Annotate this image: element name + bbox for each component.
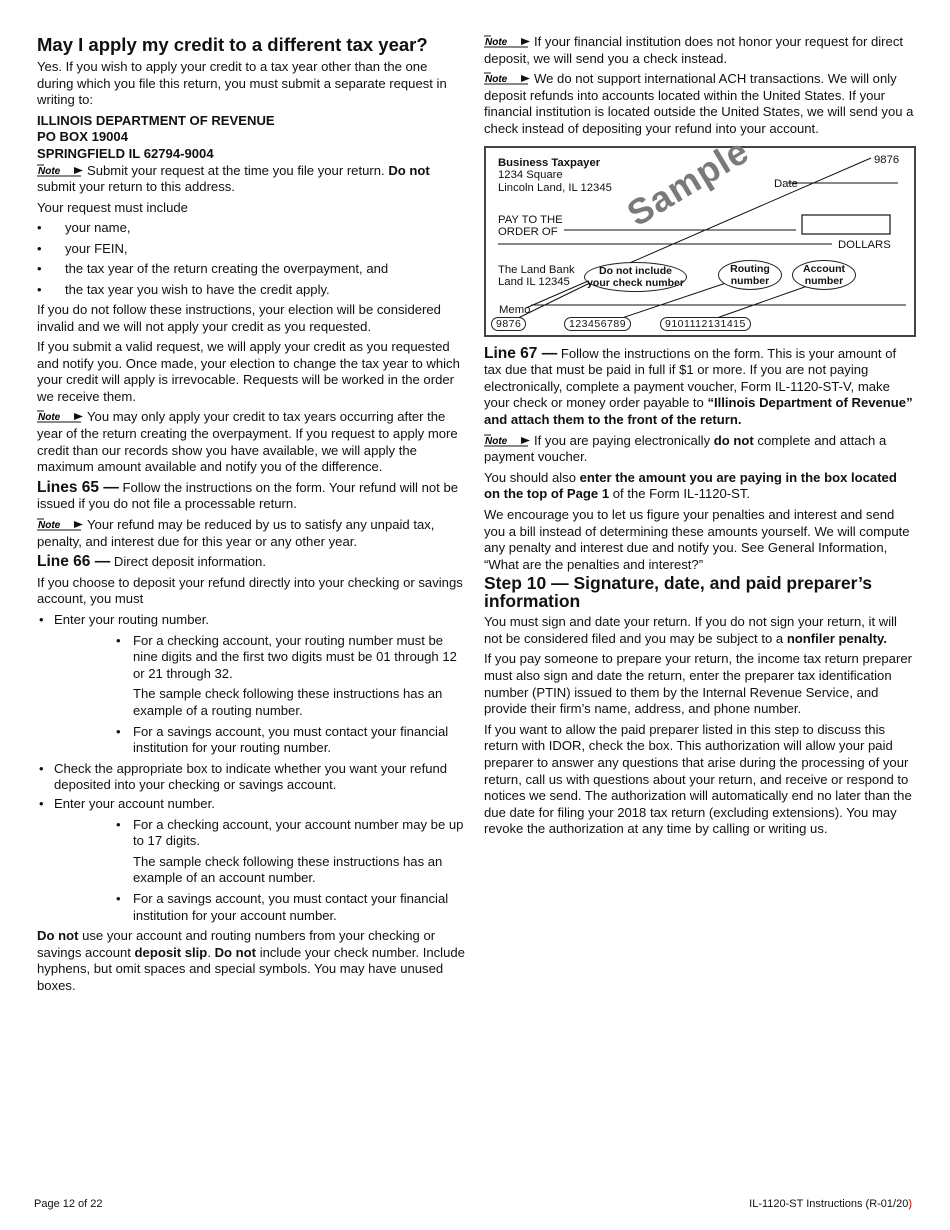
check-number: 9876 <box>874 153 900 166</box>
address-line: ILLINOIS DEPARTMENT OF REVENUE <box>37 112 275 128</box>
line-67: Line 67 — Follow the instructions on the form. This is your amount of tax due that must be paid in full if $1 or more. If you are not paying electronically, complete a payment voucher, Form IL-1120-ST-V, make your check or money order payable to “Illinois Department of Revenue” and attach them to the front of the return. <box>484 344 913 427</box>
callout-routing-number: Routing number <box>718 260 782 290</box>
preparer-para: If you pay someone to prepare your return, the income tax return preparer must also sign and date the return, enter the preparer tax identification number (PTIN) issued to them by the Internal Revenue Service, and provide their firm’s name, address, and phone number. <box>484 651 912 717</box>
sub-list <box>54 633 467 757</box>
list-item: • For a checking account, your account number may be up to 17 digits. The sample check following these instructions has an example of an account number. <box>116 817 467 887</box>
encourage-para: We encourage you to let us figure your penalties and interest and send you a bill instead of determining these amounts yourself. We will compute any penalty and interest due and notify you. See General Information, “What are the penalties and interest?” <box>484 506 910 572</box>
note-not-honor: Note If your financial institution does not honor your request for direct deposit, we will send you a check instead. <box>484 34 904 66</box>
svg-text:Note: Note <box>485 37 508 48</box>
svg-text:Note: Note <box>38 520 61 532</box>
note-icon <box>484 35 531 48</box>
footer-page-number: Page 12 of 22 <box>34 1198 103 1210</box>
line-66-intro: If you choose to deposit your refund directly into your checking or savings account, you must <box>37 574 463 607</box>
check-pay-to: PAY TO THE ORDER OF <box>498 213 563 239</box>
svg-text:Note: Note <box>485 74 508 86</box>
mailing-address <box>37 113 467 163</box>
micr-routing-number: 123456789 <box>564 317 631 331</box>
note-icon <box>484 72 531 85</box>
note-international-ach: Note We do not support international ACH transactions. We will only deposit refunds into accounts located within the United States. If your financial institution is located outside the United States, we will send you a check instead of depositing your refund into your account. <box>484 71 914 136</box>
note-tax-years: Note You may only apply your credit to tax years occurring after the year of the return creating the overpayment. If you request to apply more credit than our records show you have available, we will apply the maximum amount available and notify you of the difference. <box>37 409 458 475</box>
check-date-label: Date <box>774 177 798 190</box>
callout-account-number: Account number <box>792 260 856 290</box>
should-also: You should also enter the amount you are paying in the box located on the top of Page 1 of the Form IL-1120-ST. <box>484 469 897 502</box>
check-dollars: DOLLARS <box>838 238 891 251</box>
sign-para: You must sign and date your return. If you do not sign your return, it will not be considered filed and you may be subject to a nonfiler penalty. <box>484 614 897 646</box>
discuss-para: If you want to allow the paid preparer listed in this step to discuss this return with IDOR, check the box. This authorization will allow your paid preparer to answer any questions that arise during the processing of your return, call us with questions about your return, and receive or respond to notices we send. The authorization will automatically end no later than the due date for filing your 2018 tax return (excluding extensions). You may revoke the authorization at any time by calling or writing us. <box>484 721 912 837</box>
list-item: • Check the appropriate box to indicate whether you want your refund deposited into your checking or savings account. <box>37 761 467 794</box>
credit-intro: Yes. If you wish to apply your credit to a tax year other than the one during which you file this return, you must submit a separate request in writing to: <box>37 59 447 108</box>
list-item: • the tax year you wish to have the credit apply. <box>37 282 467 299</box>
note-icon <box>484 434 531 447</box>
list-item: • Enter your account number. • For a checking account, your account number may be up to 17 digits. The sample check following these instructions has an example of an account number. • For a savings account, you must contact your financial institution for your account number. <box>37 796 467 924</box>
list-item: • Enter your routing number. • For a checking account, your routing number must be nine digits and the first two digits must be 01 through 12 or 21 through 32. The sample check following these instructions has an example of a routing number. • For a savings account, you must contact your financial institution for your routing number. <box>37 612 467 757</box>
do-not-use-deposit-slip: Do not use your account and routing numbers from your checking or savings account deposit slip. Do not include your check number. Include hyphens, but omit spaces and special symbols. You may have unused boxes. <box>37 928 465 993</box>
include-list <box>37 220 467 298</box>
address-line: SPRINGFIELD IL 62794-9004 <box>37 145 214 161</box>
note-icon <box>37 410 84 423</box>
list-item: • the tax year of the return creating the overpayment, and <box>37 261 467 278</box>
list-item: • For a savings account, you must contact your financial institution for your account number. <box>116 891 467 924</box>
note-icon <box>37 164 84 177</box>
sample-watermark: Sample <box>619 129 756 234</box>
svg-text:Note: Note <box>38 165 61 177</box>
para-invalid: If you do not follow these instructions, your election will be considered invalid and we will not apply your credit as you requested. <box>37 301 441 334</box>
note-refund-reduced: Note Your refund may be reduced by us to satisfy any unpaid tax, penalty, and interest due for this year or any other year. <box>37 517 435 549</box>
note-submit-request: Note Submit your request at the time you file your return. Do not submit your return to this address. <box>37 162 430 195</box>
callout-check-number: Do not include your check number <box>584 262 687 292</box>
lines-65: Lines 65 — Follow the instructions on the form. Your refund will not be issued if you do not file a processable return. <box>37 478 459 512</box>
footer-form-id: IL-1120-ST Instructions (R-01/20) <box>749 1198 912 1210</box>
list-item: • For a savings account, you must contact your financial institution for your routing number. <box>116 724 467 757</box>
direct-deposit-list <box>37 612 467 924</box>
sub-list <box>54 817 467 925</box>
micr-check-number: 9876 <box>491 317 526 331</box>
svg-text:Note: Note <box>485 435 508 447</box>
sample-check <box>484 129 916 337</box>
must-include: Your request must include <box>37 199 188 215</box>
svg-text:Note: Note <box>38 412 61 424</box>
list-item: • your FEIN, <box>37 241 467 258</box>
right-column <box>484 34 916 842</box>
para-valid: If you submit a valid request, we will apply your credit as you requested and notify you. Once made, your election to change the tax year to which your credit will apply is irrevocable. Requests will be worked in the order we receive them. <box>37 339 460 404</box>
list-item: • your name, <box>37 220 467 237</box>
credit-heading: May I apply my credit to a different tax year? <box>37 34 428 55</box>
list-item: • For a checking account, your routing number must be nine digits and the first two digits must be 01 through 12 or 21 through 32. The sample check following these instructions has an example of a routing number. <box>116 633 467 720</box>
step10-heading: Step 10 — Signature, date, and paid preparer’s information <box>484 573 873 612</box>
check-bank: The Land Bank Land IL 12345 <box>498 263 575 289</box>
note-icon <box>37 518 84 531</box>
note-paying-electronically: Note If you are paying electronically do not complete and attach a payment voucher. <box>484 432 887 465</box>
check-payer: Business Taxpayer 1234 Square Lincoln Land, IL 12345 <box>498 156 612 194</box>
line-66: Line 66 — Direct deposit information. <box>37 553 266 571</box>
micr-account-number: 9101112131415 <box>660 317 751 331</box>
check-memo: Memo <box>499 303 531 316</box>
address-line: PO BOX 19004 <box>37 129 128 145</box>
left-column <box>37 34 467 998</box>
